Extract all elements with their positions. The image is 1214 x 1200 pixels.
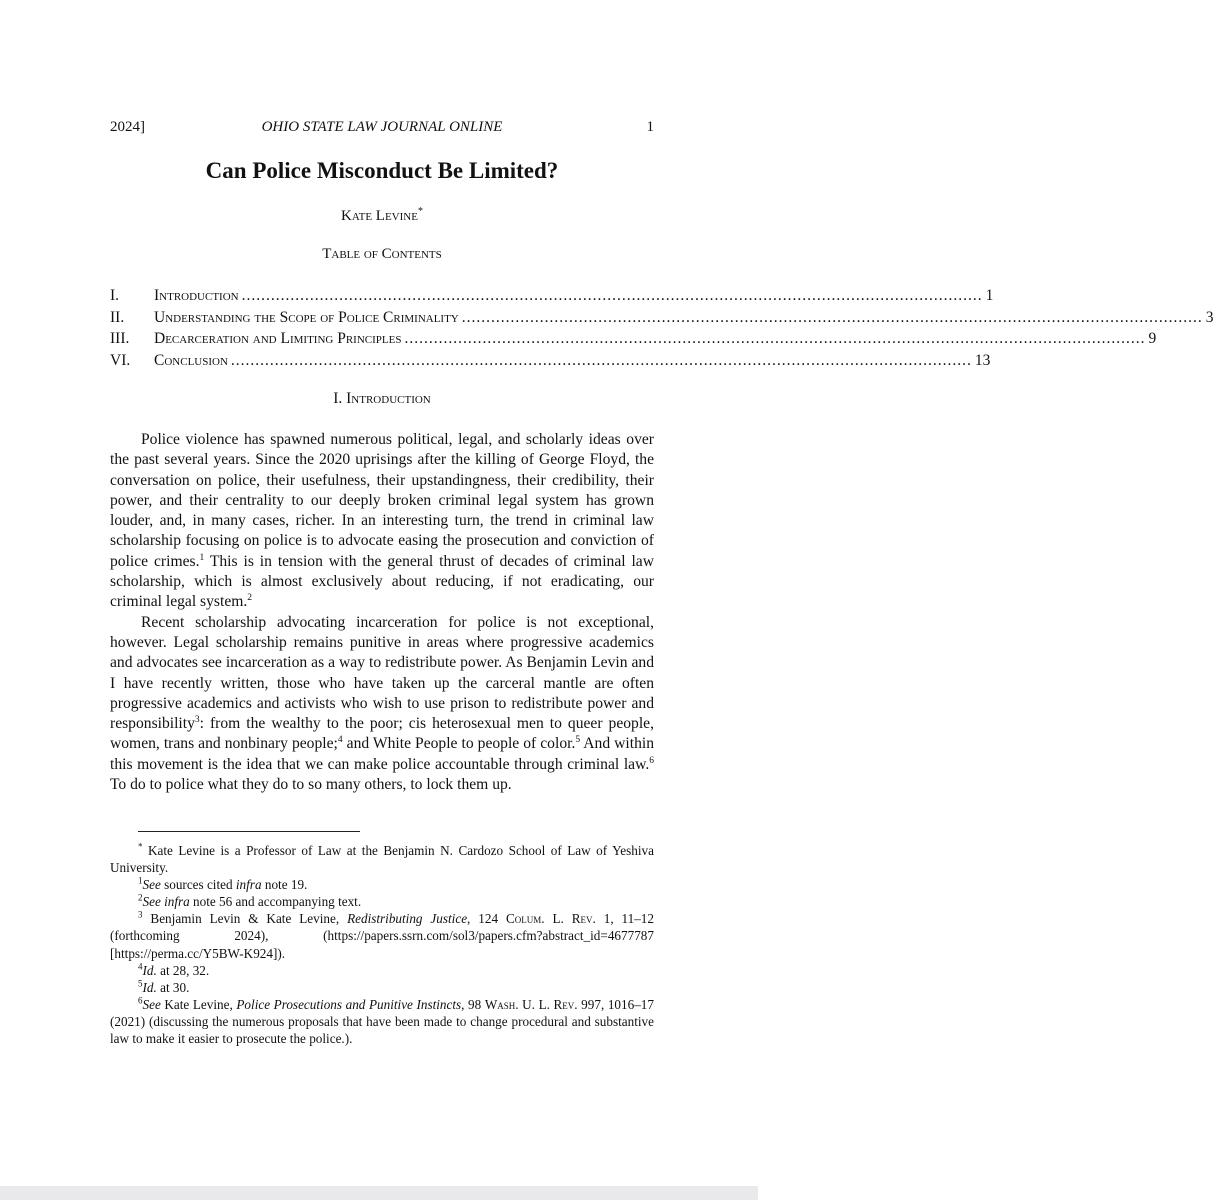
toc-leader-dots: ........................................................................................................................................................	[404, 330, 1146, 347]
footnote-marker: 2	[138, 892, 143, 903]
paragraph: Police violence has spawned numerous political, legal, and scholarly ideas over the past several years. Since the 2020 uprisings after the killing of George Floyd, the conversation on police, their usefulness, their upstandingness, their credibility, their power, and their centrality to our deeply broken criminal legal system has grown louder, and, in many cases, richer. In an interesting turn, the trend in criminal law scholarship focusing on police is to advocate easing the prosecution and conviction of police crimes.$^1$ This is in tension with the general thrust of decades of criminal law scholarship, which is almost exclusively about reducing, if not eradicating, our criminal legal system.$^2$	[110, 431, 654, 611]
footnote-marker: *	[138, 841, 143, 852]
article-title: Can Police Misconduct Be Limited?	[205, 158, 559, 183]
footnote-link-text: 1, 11–12 (forthcoming 2024), (https://papers.ssrn.com/sol3/papers.cfm?abstract_id=4677787 [https://perma.cc/Y5BW-K924]).	[110, 911, 654, 961]
footnote-marker: 1	[138, 875, 143, 886]
section-heading-introduction: I. Introduction	[333, 390, 431, 407]
footnote-marker: 4	[138, 961, 143, 972]
toc-leader-dots: ........................................................................................................................................................	[241, 287, 983, 304]
footnotes	[110, 842, 654, 1047]
toc-leader-dots: ........................................................................................................................................................	[230, 351, 972, 369]
toc-entry-page: 13	[974, 351, 991, 369]
footnote-ref[interactable]: 1	[199, 552, 205, 563]
footnote-marker: 5	[138, 978, 143, 989]
toc-leader-dots: ........................................................................................................................................................	[461, 308, 1203, 326]
toc-entry-title: Understanding the Scope of Police Criminality	[154, 308, 459, 326]
toc-entry-title: Decarceration and Limiting Principles	[154, 330, 402, 347]
toc-heading: Table of Contents	[322, 246, 442, 262]
footnote-ref[interactable]: 4	[337, 735, 343, 746]
footnote-ref[interactable]: 6	[649, 755, 654, 766]
author-footnote-marker[interactable]: *	[417, 206, 423, 217]
toc-entry-conclusion[interactable]	[110, 351, 991, 374]
footnote-3: $^3$ Benjamin Levin & Kate Levine, Redistributing Justice, 124 Colum. L. Rev. 1, 11–12 (forthcoming 2024), (https://papers.ssrn.com/sol3/papers.cfm?abstract_id=4677787 [https://perma.cc/Y5BW-K924]).	[110, 909, 654, 961]
footnote-ref[interactable]: 2	[247, 593, 253, 604]
toc-entry-number: II.	[110, 308, 125, 326]
toc-entry-number: VI.	[110, 351, 131, 369]
footnote-4: $^4$Id. at 28, 32.	[138, 961, 210, 978]
footnote-marker: 6	[138, 995, 143, 1006]
header-page-number: 1	[646, 119, 654, 135]
toc-entry-number: I.	[110, 287, 120, 304]
footnote-separator	[138, 831, 360, 832]
toc-entry-page: 1	[985, 287, 994, 304]
toc-entry-page: 9	[1148, 330, 1157, 347]
running-header	[110, 119, 654, 137]
footnote-ref[interactable]: 5	[575, 735, 581, 746]
table-of-contents	[110, 287, 1214, 373]
footnote-star: * Kate Levine is a Professor of Law at the Benjamin N. Cardozo School of Law of Yeshiva University.	[110, 841, 654, 876]
toc-entry-decarceration[interactable]	[110, 330, 1157, 352]
toc-entry-title: Conclusion	[154, 351, 228, 369]
footnote-6: $^6$See Kate Levine, Police Prosecutions and Punitive Instincts, 98 Wash. U. L. Rev. 997, 1016–17 (2021) (discussing the numerous proposals that have been made to change procedural and substantive law to make it easier to prosecute the police.).	[110, 995, 654, 1047]
toc-entry-scope[interactable]	[110, 308, 1214, 331]
header-journal-name: OHIO STATE LAW JOURNAL ONLINE	[261, 119, 503, 135]
toc-entry-number: III.	[110, 330, 130, 347]
paragraph: Recent scholarship advocating incarceration for police is not exceptional, however. Legal scholarship remains punitive in areas where progressive academics and advocates see incarceration as a way to redistribute power. As Benjamin Levin and I have recently written, those who have taken up the carceral mantle are often progressive academics and activists who wish to use prison to redistribute power and responsibility$^3$: from the wealthy to the poor; cis heterosexual men to queer people, women, trans and nonbinary people;$^4$ and White People to people of color.$^5$ And within this movement is the idea that we can make police accountable through criminal law.$^6$ To do to police what they do to so many others, to lock them up.	[110, 613, 655, 794]
author-name: Kate Levine	[341, 208, 418, 224]
toc-entry-introduction[interactable]	[110, 287, 994, 309]
toc-entry-title: Introduction	[154, 287, 239, 304]
footnote-5: $^5$Id. at 30.	[138, 978, 190, 995]
footnote-marker: 3	[138, 909, 143, 920]
body-text	[110, 430, 654, 795]
toc-entry-page: 3	[1205, 308, 1214, 326]
footnote-ref[interactable]: 3	[194, 714, 200, 725]
viewer-bottom-strip	[0, 1186, 758, 1200]
footnote-2: $^2$See infra note 56 and accompanying text.	[138, 892, 362, 910]
author-line	[110, 206, 654, 225]
header-year: 2024]	[110, 119, 145, 135]
footnote-1: $^1$See sources cited infra note 19.	[138, 875, 308, 893]
